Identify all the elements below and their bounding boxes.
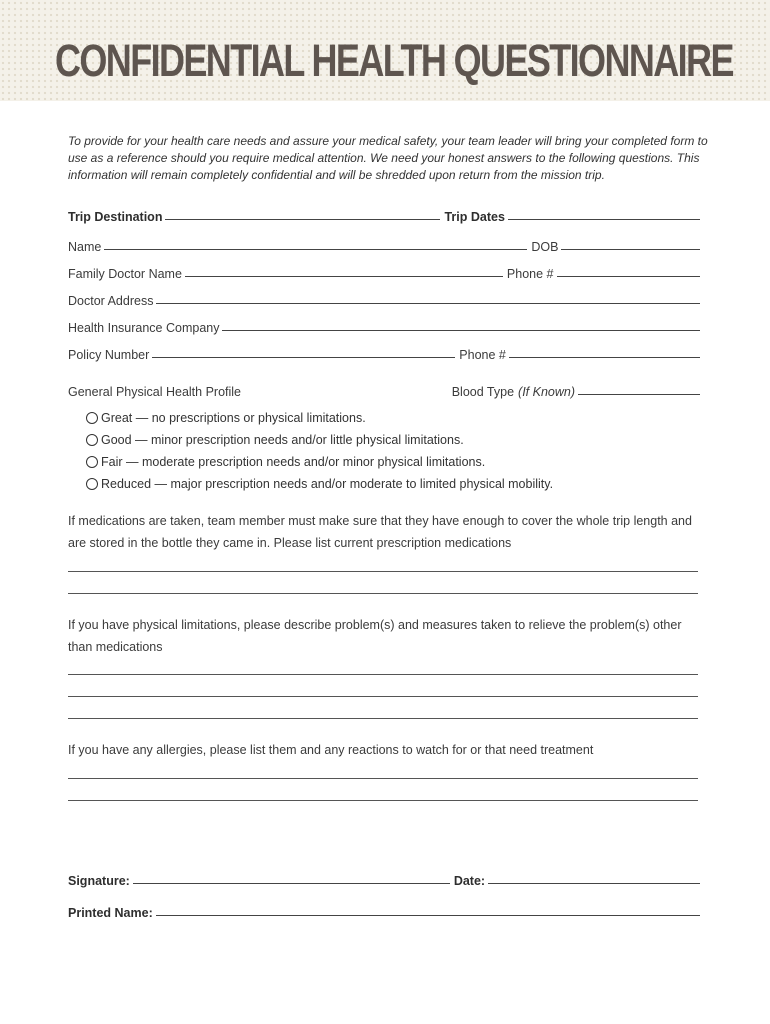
printed-name-field[interactable] [156, 915, 700, 916]
trip-dates-field[interactable] [508, 219, 700, 220]
name-row [68, 236, 700, 254]
dob-field[interactable] [561, 249, 700, 250]
allergies-answer-line[interactable] [68, 778, 698, 779]
phone-label-2: Phone # [459, 348, 506, 362]
allergies-answer-line[interactable] [68, 800, 698, 801]
trip-row [68, 206, 700, 224]
radio-circle-icon[interactable] [86, 434, 98, 446]
limitations-answer-line[interactable] [68, 674, 698, 675]
date-field[interactable] [488, 883, 700, 884]
phone-label-1: Phone # [506, 267, 554, 281]
policy-row [68, 344, 700, 362]
profile-label: General Physical Health Profile [68, 385, 241, 399]
option-fair[interactable] [86, 453, 485, 471]
printed-name-label: Printed Name: [68, 906, 153, 920]
option-good[interactable] [86, 431, 464, 449]
family-doctor-label: Family Doctor Name [68, 267, 182, 281]
dob-label: DOB [531, 240, 559, 254]
health-insurance-field[interactable] [222, 330, 700, 331]
trip-destination-label: Trip Destination [68, 210, 163, 224]
trip-destination-field[interactable] [165, 219, 440, 220]
medications-question: If medications are taken, team member must make sure that they have enough to cover the whole trip length and are stored in the bottle they came in. Please list current prescription medications [68, 514, 692, 550]
family-doctor-field[interactable] [185, 276, 503, 277]
option-reduced-label: Reduced — major prescription needs and/or moderate to limited physical mobility. [101, 477, 554, 491]
signature-field[interactable] [133, 883, 450, 884]
limitations-answer-line[interactable] [68, 696, 698, 697]
phone-field-1[interactable] [557, 276, 701, 277]
trip-dates-label: Trip Dates [444, 210, 505, 224]
option-good-label: Good — minor prescription needs and/or little physical limitations. [101, 433, 464, 447]
date-label: Date: [453, 874, 486, 888]
health-insurance-label: Health Insurance Company [68, 321, 220, 335]
blood-type-note: (If Known) [518, 385, 575, 399]
header-band [0, 0, 770, 101]
doctor-address-field[interactable] [156, 303, 700, 304]
signature-label: Signature: [68, 874, 130, 888]
signature-row [68, 870, 700, 888]
phone-field-2[interactable] [509, 357, 700, 358]
page-title: CONFIDENTIAL HEALTH QUESTIONNAIRE [55, 35, 733, 86]
policy-number-label: Policy Number [68, 348, 150, 362]
doctor-address-row [68, 290, 700, 308]
option-great[interactable] [86, 409, 366, 427]
radio-circle-icon[interactable] [86, 456, 98, 468]
option-great-label: Great — no prescriptions or physical limitations. [101, 411, 366, 425]
intro-text: To provide for your health care needs and assure your medical safety, your team leader will bring your completed form to use as a reference should you require medical attention. We need your honest answers to the following questions. This information will remain completely confidential and will be shredded upon return from the mission trip. [68, 134, 708, 182]
radio-circle-icon[interactable] [86, 478, 98, 490]
blood-type-field[interactable] [578, 394, 700, 395]
option-reduced[interactable] [86, 475, 553, 493]
profile-row [68, 381, 700, 399]
limitations-answer-line[interactable] [68, 718, 698, 719]
option-fair-label: Fair — moderate prescription needs and/or minor physical limitations. [101, 455, 486, 469]
medications-answer-line[interactable] [68, 571, 698, 572]
limitations-question: If you have physical limitations, please describe problem(s) and measures taken to relieve the problem(s) other than medications [68, 618, 682, 654]
allergies-question: If you have any allergies, please list them and any reactions to watch for or that need treatment [68, 743, 594, 757]
radio-circle-icon[interactable] [86, 412, 98, 424]
policy-number-field[interactable] [152, 357, 455, 358]
family-doctor-row [68, 263, 700, 281]
printed-name-row [68, 902, 700, 920]
doctor-address-label: Doctor Address [68, 294, 154, 308]
health-insurance-row [68, 317, 700, 335]
name-label: Name [68, 240, 102, 254]
name-field[interactable] [104, 249, 527, 250]
blood-type-label: Blood Type [451, 385, 515, 399]
medications-answer-line[interactable] [68, 593, 698, 594]
